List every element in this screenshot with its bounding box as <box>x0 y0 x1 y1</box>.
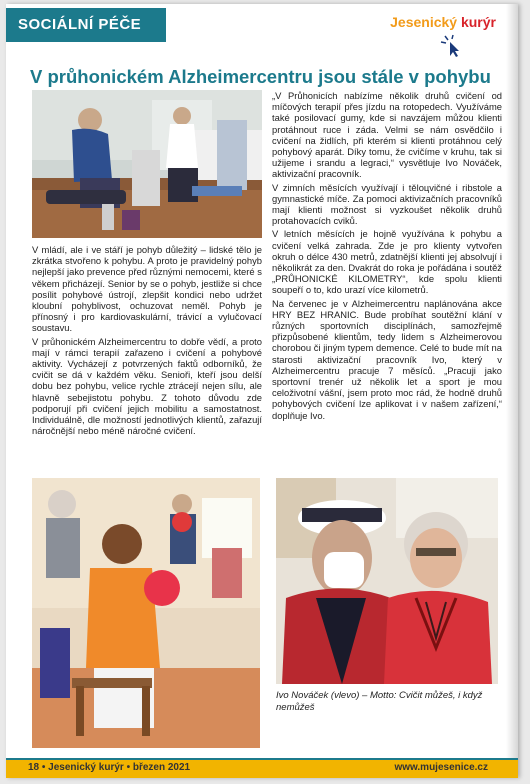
paragraph: V zimních měsících využívají i těloцvičné i ribstole a gymnastické míče. Za pomoci aktivizačních pracovníků mají klienti možnost si vyzkoušet několik druhů protahovacích cviků. <box>272 181 502 227</box>
magazine-logo <box>390 14 496 30</box>
paragraph: V letních měsících je hojně využívána k pohybu a cvičení velká zahrada. Zde je pro klienty vytvořen okruh o délce 430 metrů, zdatnější klienti jej absolvují i několikrát za den. Dvakrát do roka je pořádána i soutěž „PRŮHONICKÉ KILOMETRY“, kde spolu klienti soupeří o to, kdo urazí více kilometrů. <box>272 228 502 296</box>
paragraph: V mládí, ale i ve stáří je pohyb důležitý – lidské tělo je zkrátka stvořeno k pohybu. A proto je pravidelný pohyb nejlepší jako prevence před různými nemocemi, které s věkem přicházejí. Senior by se o pohyb, jestliže si chce posílit pohybové ústrojí, zlepšit kondici nebo udržet kloubní pohyblivost, ochuzovat neměl. Pohyb je přínosný i pro kardiovaskulární, trávicí a vylučovací soustavu. <box>32 244 262 334</box>
photo-ball-exercise <box>32 478 260 748</box>
article-title: V průhonickém Alzheimercentru jsou stále v pohybu <box>30 66 491 87</box>
footer-website: www.mujesenice.cz <box>394 762 488 773</box>
paragraph: „V Průhonicích nabízíme několik druhů cvičení od míčových terapií přes jízdu na rotopedech. Využíváme také posilovací gumy, kde si navzájem můžou klienti protáhnout ruce i záda. Velmi se nám osvědčilo i cvičení na židlích, při kterém si klienti protáhnou celý pohybový aparát. Díky tomu, že cvičíme v kruhu, tak si užijeme i srandu a legraci,“ vysvětluje Ivo Nováček, aktivizační pracovník. <box>272 90 502 180</box>
paragraph: Na červenec je v Alzheimercentru naplánována akce HRY BEZ HRANIC. Bude probíhat soutěžní klání v různých sportovních disciplínách, samozřejmě přizpůsobené klientům, tedy lidem s Alzheimerovou chorobou či jiným typem demence. Celé to bude mít na starosti aktivizační pracovník Ivo, který v Alzheimercentru pracuje 7 měsíců. „Pracuji jako sportovní trenér už několik let a sport je mou celoživotní vášní, jsem proto moc rád, že hodně druhů pohybových cvičení lze aplikovat i v našem zařízení,“ doplňuje Ivo. <box>272 297 502 421</box>
right-column-text <box>272 90 502 423</box>
magazine-page <box>6 4 518 778</box>
photo-exercise-bikes <box>32 90 262 238</box>
photo-ivo-novacek <box>276 478 498 684</box>
photo-caption: Ivo Nováček (vlevo) – Motto: Cvičit můžeš, i když nemůžeš <box>276 690 483 713</box>
footer-page-info: 18 • Jesenický kurýr • březen 2021 <box>28 762 191 773</box>
paragraph: V průhonickém Alzheimercentru to dobře vědí, a proto mají v rámci terapií zařazeno i cvičení a pohybové aktivity. Vycházejí z potvrzených faktů odborníků, že cvičit se dá v každém věku. Senioři, kteří jsou delší dobu bez pohybu, velice rychle ztrácejí nejen sílu, ale hlavně sebejistotu pohybu. Z tohoto důvodu zde podporují při cvičení jejich mobilitu a samostatnost. Individuálně, dle možností jednotlivých klientů, zařazují náročnější nebo méně náročné cvičení. <box>32 335 262 437</box>
left-column-text <box>32 244 262 438</box>
logo-word-1: Jesenický <box>390 14 458 30</box>
logo-word-2: kurýr <box>460 14 496 30</box>
section-label: SOCIÁLNÍ PÉČE <box>6 8 166 42</box>
page-spine-shadow <box>506 4 518 778</box>
cursor-click-icon <box>438 34 466 58</box>
